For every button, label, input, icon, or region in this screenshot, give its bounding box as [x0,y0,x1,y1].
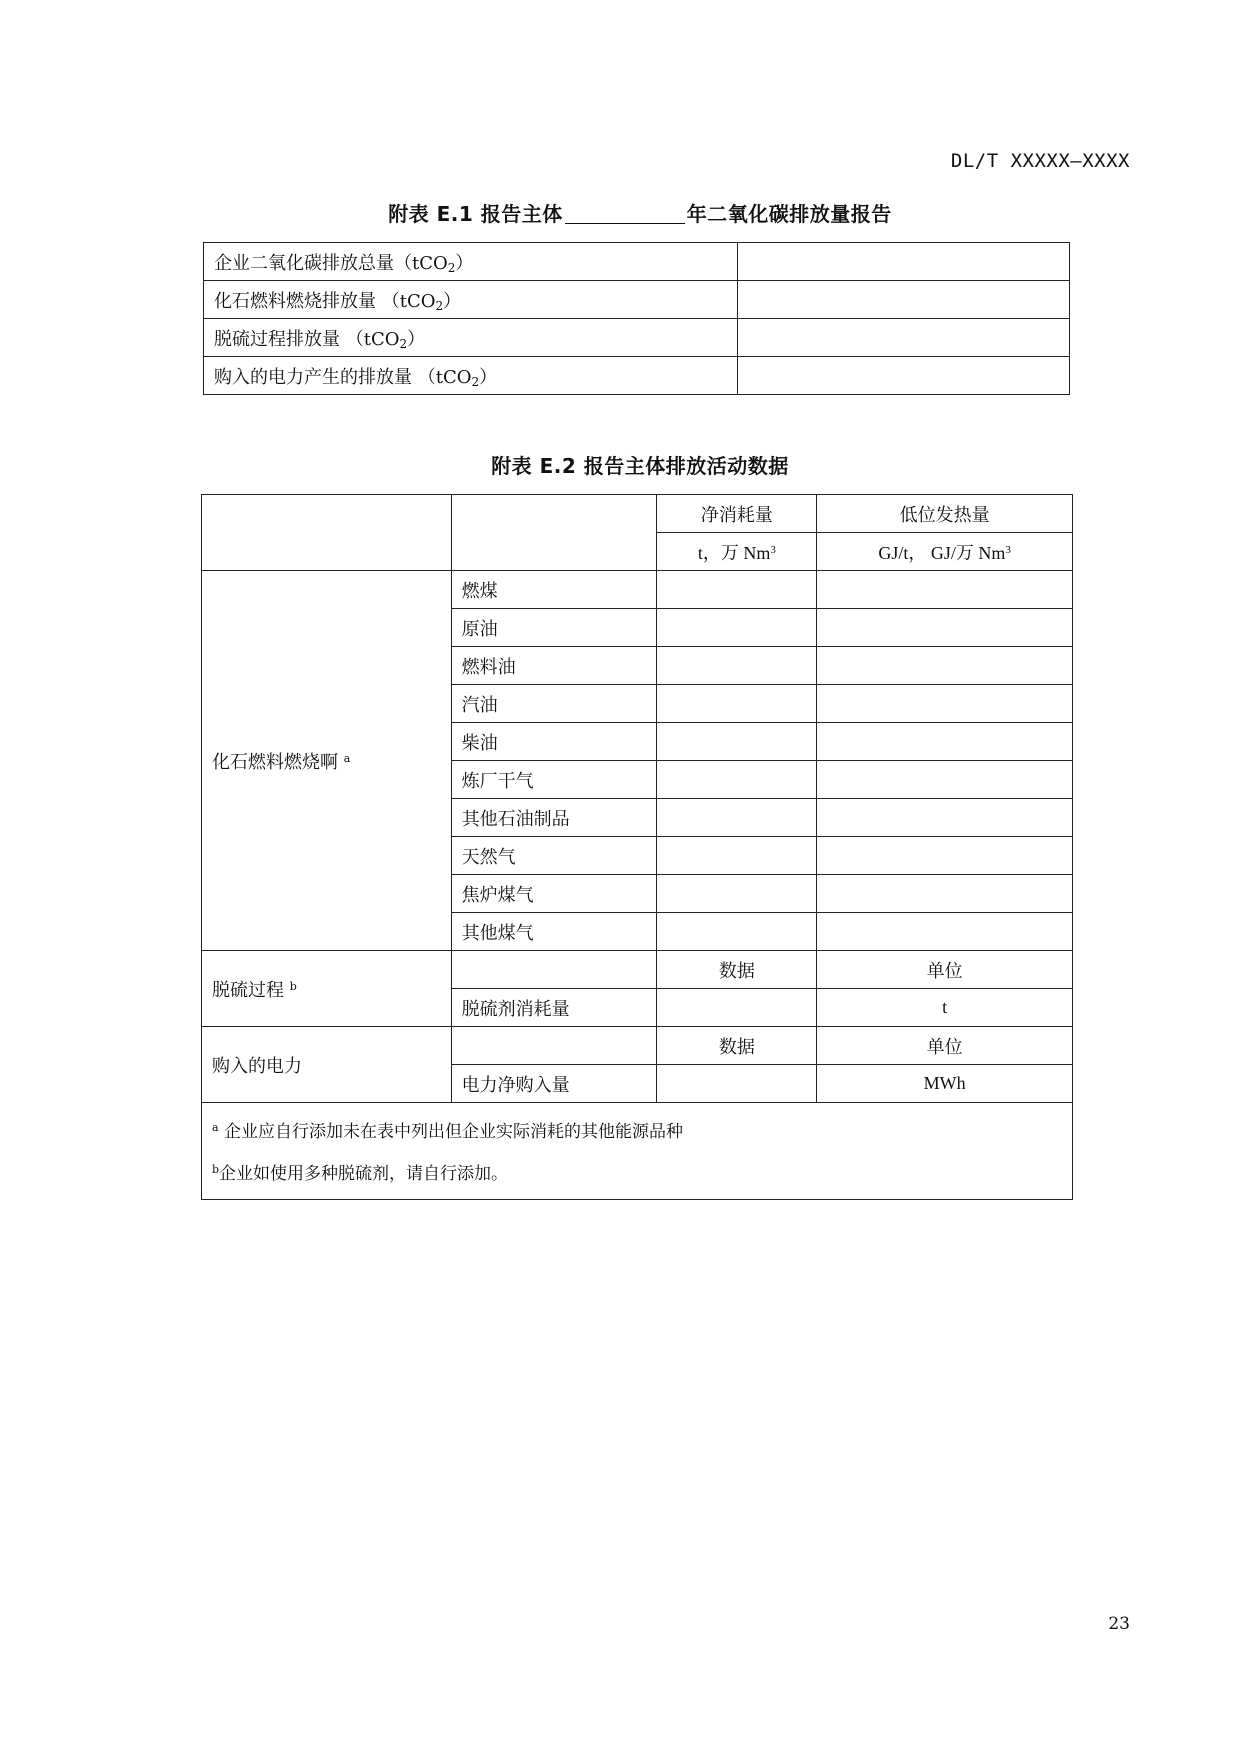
desulfurizer-consumption-label: 脱硫剂消耗量 [451,989,657,1027]
value-cell [657,723,817,761]
value-cell [657,875,817,913]
table-row [204,243,1070,281]
unit-header: 单位 [817,951,1073,989]
fuel-name: 燃料油 [451,647,657,685]
document-code: DL/T XXXXX—XXXX [950,150,1130,172]
desulfurization-group-label: 脱硫过程 $^b$ [202,951,452,1027]
table-row [204,357,1070,395]
table2-title: 附表 E.2 报告主体排放活动数据 [491,454,789,478]
value-cell [738,281,1070,319]
value-cell [817,609,1073,647]
table1-title-suffix: 年二氧化碳排放量报告 [686,202,892,226]
value-cell [817,913,1073,951]
table-row [204,281,1070,319]
fuel-name: 其他煤气 [451,913,657,951]
value-cell [657,989,817,1027]
unit-header: 单位 [817,1027,1073,1065]
year-blank [565,203,685,224]
value-cell [657,647,817,685]
value-cell [738,319,1070,357]
table-notes [202,1103,1073,1200]
lower-heating-value-header: 低位发热量 [817,495,1073,533]
empty-header-cell [451,495,657,571]
empty-header-cell [202,495,452,571]
note-b: $^b$企业如使用多种脱硫剂，请自行添加。 [212,1163,509,1184]
empty-cell [451,1027,657,1065]
value-cell [817,837,1073,875]
value-cell [657,609,817,647]
table1-title-prefix: 附表 E.1 报告主体 [388,202,563,226]
value-cell [817,571,1073,609]
row-label: 化石燃料燃烧排放量 （tCO$_2$） [204,281,738,319]
value-cell [657,1065,817,1103]
fuel-name: 汽油 [451,685,657,723]
fossil-fuel-group-label: 化石燃料燃烧啊 $^a$ [202,571,452,951]
row-label: 脱硫过程排放量 （tCO$_2$） [204,319,738,357]
value-cell [817,647,1073,685]
table-row [204,319,1070,357]
value-cell [657,761,817,799]
unit-value: t [817,989,1073,1027]
value-cell [817,875,1073,913]
table1-title [200,198,1080,227]
value-cell [738,243,1070,281]
page-number: 23 [1108,1614,1130,1634]
note-a: $^a$ 企业应自行添加未在表中列出但企业实际消耗的其他能源品种 [212,1121,683,1142]
value-cell [817,761,1073,799]
row-label: 购入的电力产生的排放量 （tCO$_2$） [204,357,738,395]
value-cell [657,685,817,723]
net-consumption-header: 净消耗量 [657,495,817,533]
unit-value: MWh [817,1065,1073,1103]
fuel-name: 焦炉煤气 [451,875,657,913]
empty-cell [451,951,657,989]
table-row [202,951,1073,989]
row-label: 企业二氧化碳排放总量（tCO$_2$） [204,243,738,281]
purchased-power-group-label: 购入的电力 [202,1027,452,1103]
value-cell [817,685,1073,723]
value-cell [738,357,1070,395]
value-cell [657,837,817,875]
activity-data-table [201,494,1073,1200]
table-row [202,1027,1073,1065]
fuel-name: 天然气 [451,837,657,875]
value-cell [657,913,817,951]
data-header: 数据 [657,1027,817,1065]
value-cell [817,723,1073,761]
value-cell [657,571,817,609]
net-power-purchase-label: 电力净购入量 [451,1065,657,1103]
data-header: 数据 [657,951,817,989]
emissions-summary-table [203,242,1070,395]
value-cell [657,799,817,837]
lower-heating-value-unit: GJ/t， GJ/万 Nm$^3$ [817,533,1073,571]
fuel-name: 炼厂干气 [451,761,657,799]
table-row [202,1103,1073,1200]
fuel-name: 柴油 [451,723,657,761]
table-row [202,495,1073,533]
fuel-name: 原油 [451,609,657,647]
table-row [202,571,1073,609]
fuel-name: 其他石油制品 [451,799,657,837]
net-consumption-unit: t，万 Nm$^3$ [657,533,817,571]
fuel-name: 燃煤 [451,571,657,609]
value-cell [817,799,1073,837]
